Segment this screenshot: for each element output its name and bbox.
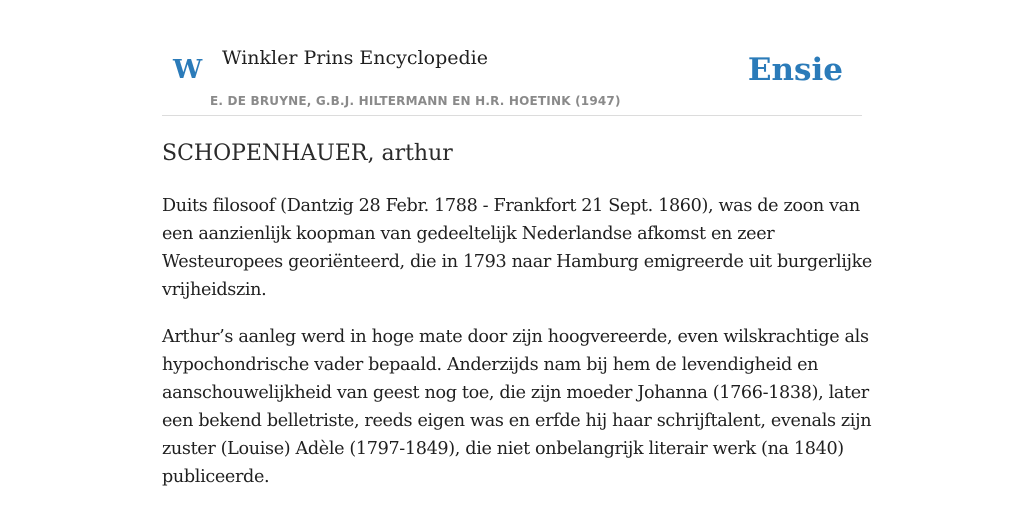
paragraph-line: aanschouwelijkheid van geest nog toe, die zijn moeder Johanna (1766-1838), later	[162, 383, 869, 403]
paragraph-line: hypochondrische vader bepaald. Anderzijds nam bij hem de levendigheid en	[162, 355, 819, 375]
paragraph-line: Duits filosoof (Dantzig 28 Febr. 1788 - Frankfort 21 Sept. 1860), was de zoon van	[162, 196, 860, 216]
paragraph-line: Westeuropees georiënteerd, die in 1793 naar Hamburg emigreerde uit burgerlijke	[162, 252, 872, 272]
ensie-logo[interactable]: Ensie	[747, 52, 843, 88]
winkler-prins-logo[interactable]: W	[173, 55, 203, 85]
paragraph-line: zuster (Louise) Adèle (1797-1849), die niet onbelangrijk literair werk (na 1840)	[162, 439, 844, 459]
book-authors: E. DE BRUYNE, G.B.J. HILTERMANN EN H.R. HOETINK (1947)	[210, 94, 621, 108]
entry-paragraph-2	[162, 323, 872, 491]
paragraph-line: publiceerde.	[162, 467, 270, 487]
paragraph-line: vrijheidszin.	[162, 280, 267, 300]
entry-paragraph-1	[162, 192, 872, 304]
entry-title: SCHOPENHAUER, arthur	[162, 141, 453, 166]
paragraph-line: een aanzienlijk koopman van gedeeltelijk Nederlandse afkomst en zeer	[162, 224, 775, 244]
paragraph-line: een bekend belletriste, reeds eigen was en erfde hij haar schrijftalent, evenals zijn	[162, 411, 872, 431]
paragraph-line: Arthur’s aanleg werd in hoge mate door zijn hoogvereerde, even wilskrachtige als	[162, 327, 869, 347]
header-divider	[162, 115, 862, 116]
book-title[interactable]: Winkler Prins Encyclopedie	[222, 47, 488, 69]
